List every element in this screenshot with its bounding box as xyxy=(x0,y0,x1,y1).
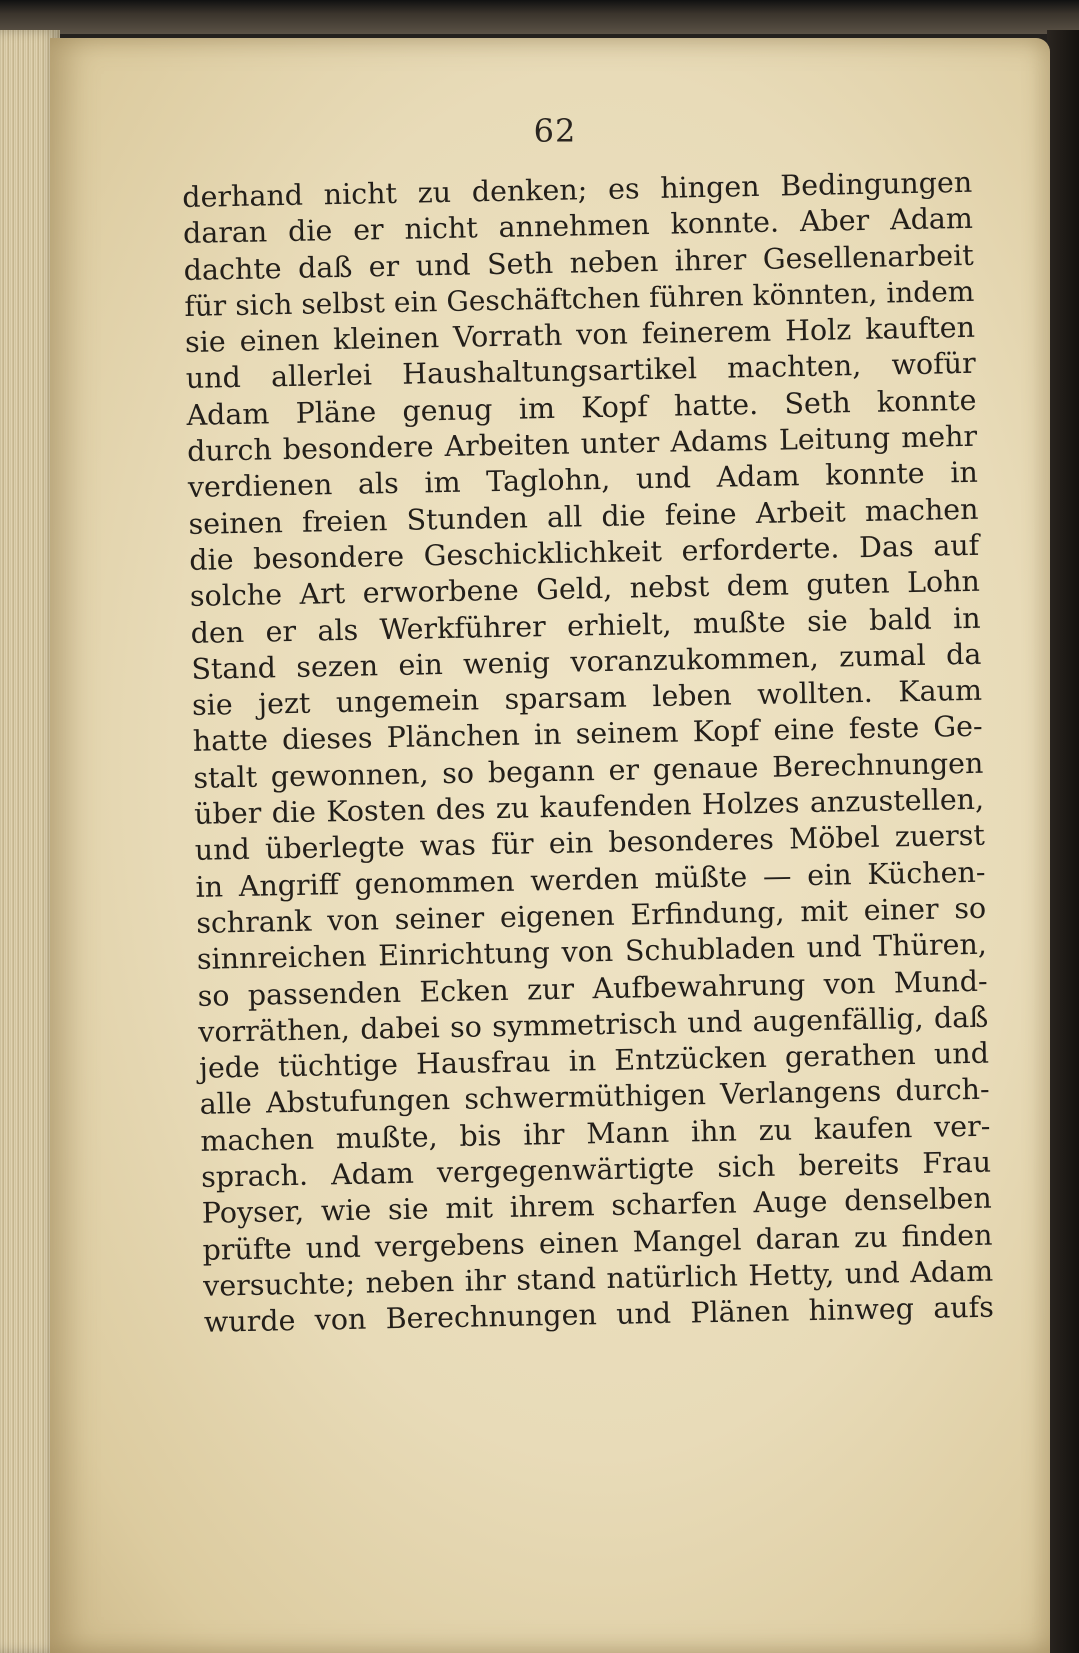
body-text xyxy=(182,165,994,1341)
text-line: durch besondere Arbeiten unter Adams Leitung mehr xyxy=(186,419,978,469)
text-line: für sich selbst ein Geschäftchen führen könnten, indem xyxy=(184,274,975,323)
text-line: in Angriff genommen werden müßte — ein Küchen- xyxy=(195,855,986,904)
text-line: versuchte; neben ihr stand natürlich Hetty, und Adam xyxy=(202,1254,994,1303)
text-line: sprach. Adam vergegenwärtigte sich bereits Frau xyxy=(200,1145,992,1194)
text-line: alle Abstufungen schwermüthigen Verlangens durch- xyxy=(199,1073,990,1122)
text-line: solche Art erworbene Geld, nebst dem guten Lohn xyxy=(189,565,981,614)
text-line: und allerlei Haushaltungsartikel machten, wofür xyxy=(185,347,976,396)
text-line: so passenden Ecken zur Aufbewahrung von Mund- xyxy=(197,964,988,1013)
text-line: stalt gewonnen, so begann er genaue Berechnungen xyxy=(193,746,984,795)
text-line: schrank von seiner eigenen Erfindung, mit einer so xyxy=(195,891,987,940)
text-line: wurde von Berechnungen und Plänen hinweg aufs xyxy=(203,1290,995,1339)
text-line: sinnreichen Einrichtung von Schubladen und Thüren, xyxy=(196,927,988,977)
book-cover-edge xyxy=(1047,30,1079,1653)
text-line: jede tüchtige Hausfrau in Entzücken gerathen und xyxy=(198,1036,990,1085)
text-line: daran die er nicht annehmen konnte. Aber Adam xyxy=(182,202,974,251)
book-top-edge xyxy=(0,0,1079,34)
text-line: Adam Pläne genug im Kopf hatte. Seth konnte xyxy=(186,383,977,432)
text-line: machen mußte, bis ihr Mann ihn zu kaufen ver- xyxy=(200,1109,991,1158)
text-line: prüfte und vergebens einen Mangel daran zu finden xyxy=(202,1218,993,1267)
page-number: 62 xyxy=(533,112,577,150)
text-line: vorräthen, dabei so symmetrisch und augenfällig, daß xyxy=(198,1000,989,1049)
text-line: hatte dieses Plänchen in seinem Kopf eine feste Ge- xyxy=(192,710,983,759)
text-line: den er als Werkführer erhielt, mußte sie bald in xyxy=(190,601,981,650)
text-line: und überlegte was für ein besonderes Möbel zuerst xyxy=(194,819,986,868)
text-line: seinen freien Stunden all die feine Arbeit machen xyxy=(188,492,979,541)
text-line: dachte daß er und Seth neben ihrer Gesellenarbeit xyxy=(183,238,974,287)
text-line: sie jezt ungemein sparsam leben wollten. Kaum xyxy=(191,673,983,723)
text-line: über die Kosten des zu kaufenden Holzes anzustellen, xyxy=(193,782,985,831)
text-line: verdienen als im Taglohn, und Adam konnte in xyxy=(187,456,979,505)
text-line: Poyser, wie sie mit ihrem scharfen Auge denselben xyxy=(201,1181,993,1231)
text-line: Stand sezen ein wenig voranzukommen, zumal da xyxy=(191,637,982,686)
text-line: derhand nicht zu denken; es hingen Bedingungen xyxy=(182,165,973,214)
text-line: sie einen kleinen Vorrath von feinerem Holz kauften xyxy=(184,310,976,360)
text-line: die besondere Geschicklichkeit erforderte. Das auf xyxy=(188,528,980,577)
